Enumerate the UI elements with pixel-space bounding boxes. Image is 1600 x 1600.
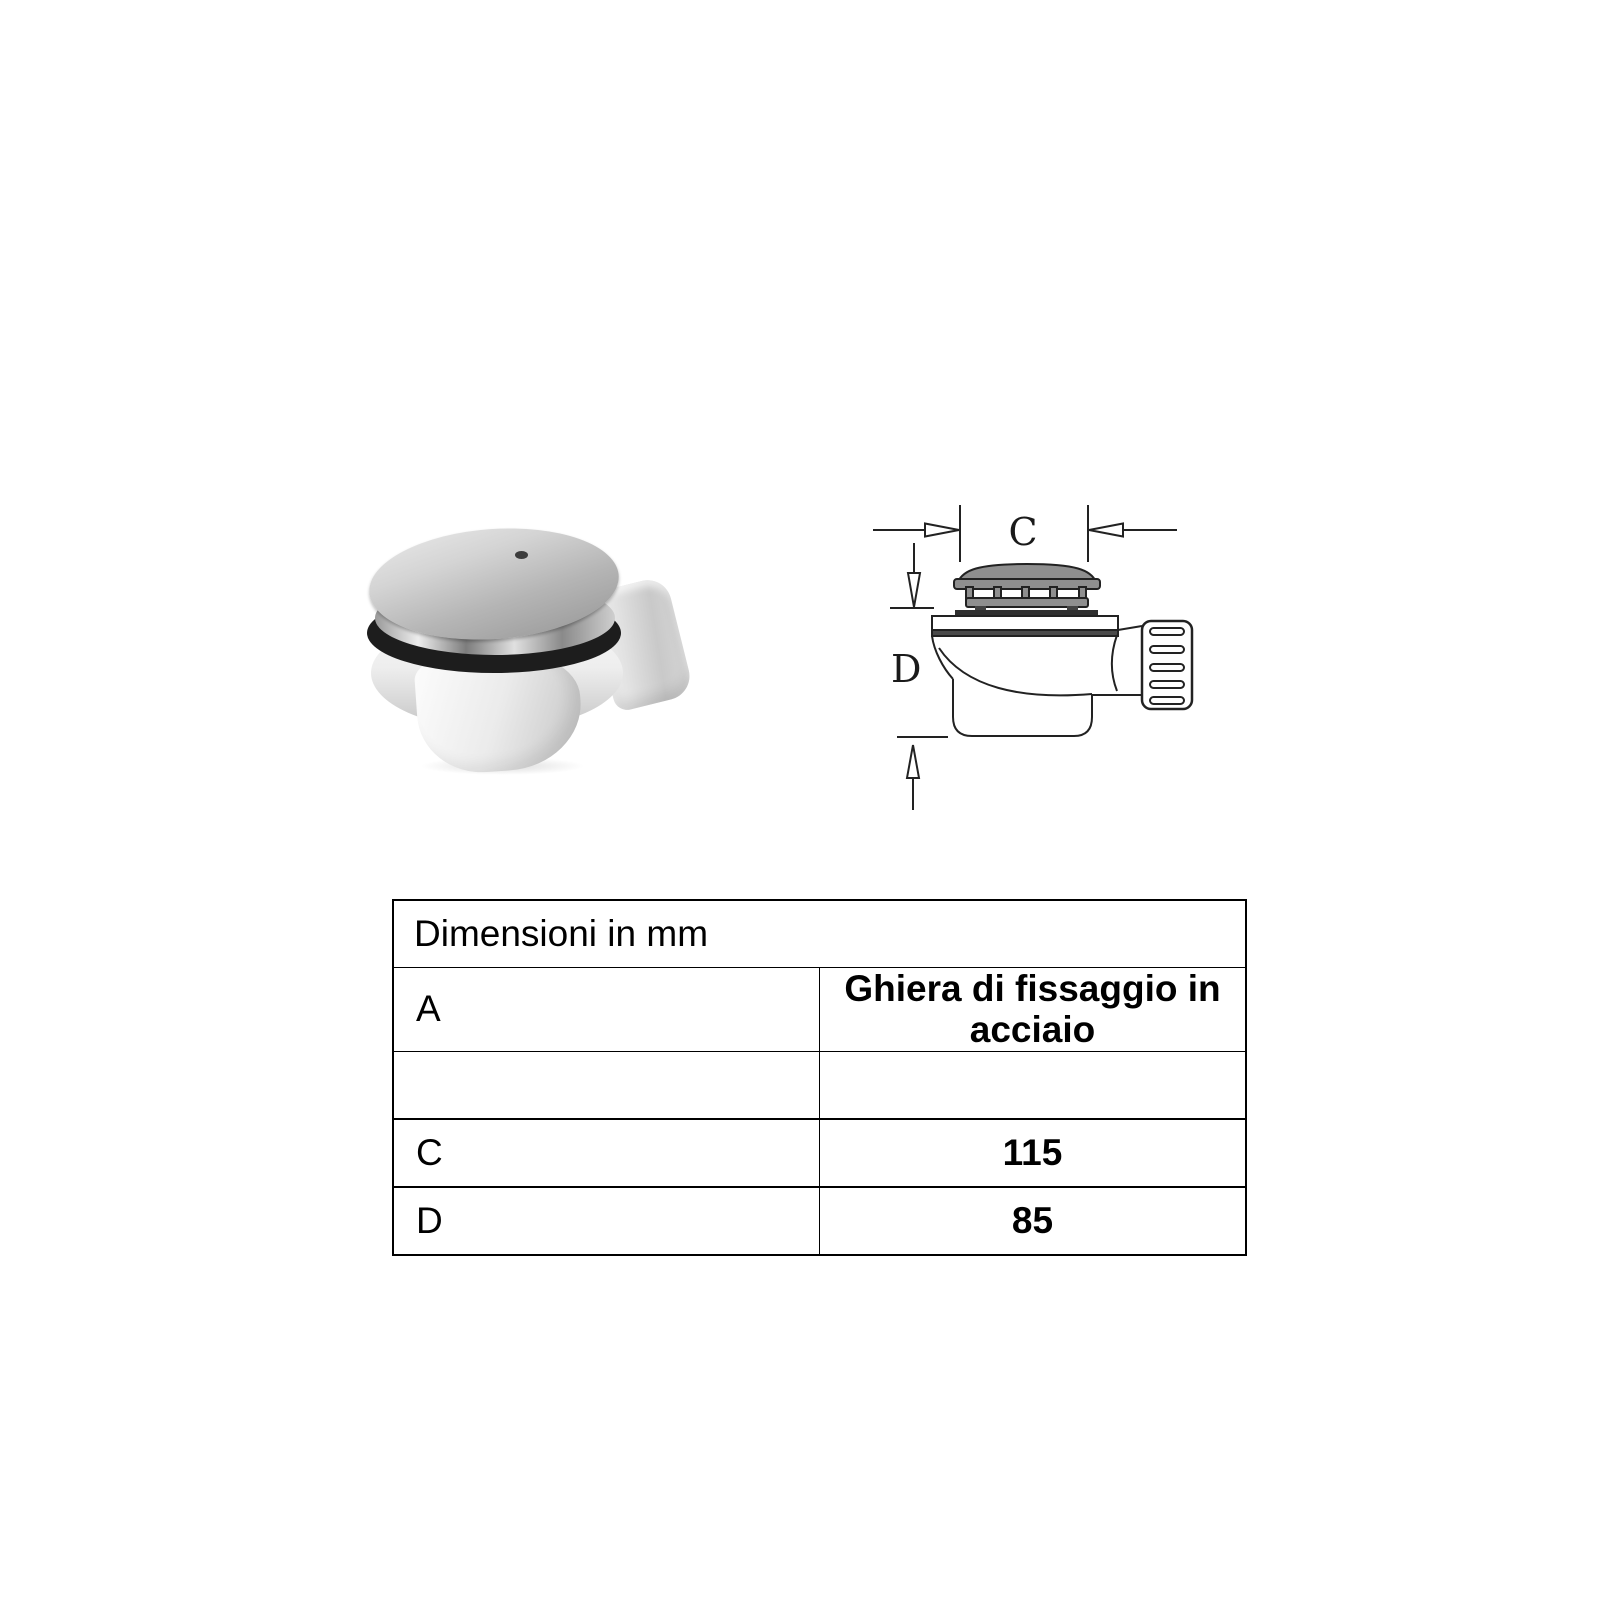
table-row — [393, 968, 1246, 1052]
table-title: Dimensioni in mm — [393, 900, 1246, 968]
row-label — [393, 1052, 820, 1120]
row-value: 85 — [820, 1187, 1247, 1255]
row-label: D — [393, 1187, 820, 1255]
drawing-cup — [953, 679, 1092, 736]
dim-d-arrow-bottom — [907, 745, 919, 778]
row-value: Ghiera di fissaggio in acciaio — [820, 968, 1247, 1052]
table-row — [393, 1187, 1246, 1255]
drawing-pipe-top — [1118, 626, 1142, 630]
row-label: A — [393, 968, 820, 1052]
row-label: C — [393, 1119, 820, 1187]
product-photo — [365, 525, 681, 777]
drawing-flange — [932, 616, 1118, 630]
dim-c-arrow-right — [1089, 524, 1123, 537]
dim-d-label: D — [891, 647, 922, 691]
dim-c-arrow-left — [925, 524, 959, 537]
row-value — [820, 1052, 1247, 1120]
dim-d-arrow-top — [908, 573, 920, 607]
table-header-row — [393, 900, 1246, 968]
table-row — [393, 1119, 1246, 1187]
dimensions-table — [392, 899, 1247, 1256]
drawing-flange-band — [932, 630, 1118, 636]
drawing-body-left-edge — [932, 636, 953, 679]
photo-cap-hole — [515, 551, 528, 559]
dim-c-label: C — [1008, 510, 1038, 554]
technical-drawing — [845, 465, 1205, 825]
table-row — [393, 1052, 1246, 1120]
drawing-cap-rail — [966, 598, 1088, 607]
drawing-body-curve — [939, 648, 1092, 695]
drawing-pipe-arc — [1112, 635, 1117, 691]
row-value: 115 — [820, 1119, 1247, 1187]
